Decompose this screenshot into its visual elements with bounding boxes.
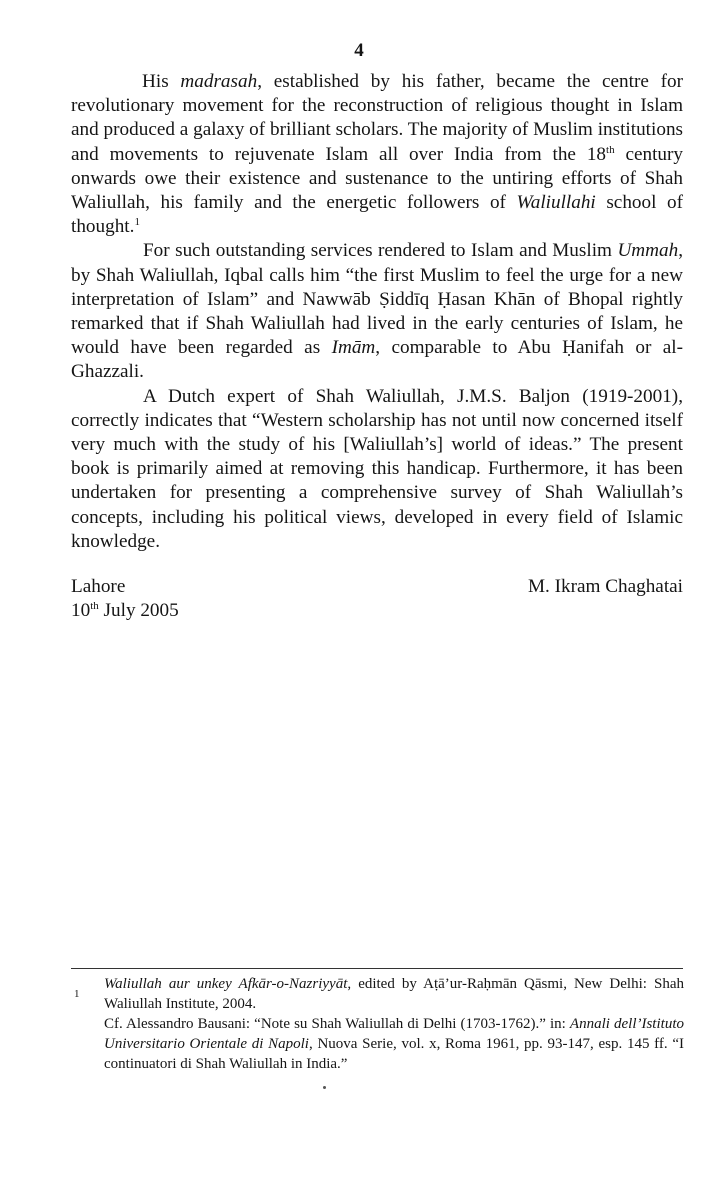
body-text [71,70,683,554]
superscript: 1 [134,216,140,229]
text-run: A Dutch expert of Shah Waliullah, J.M.S. Baljon (1919-2001), correctly indicates that “Western scholarship has not until now concerned itself very much with the study of his [Waliullah’s] world of ideas.” The present book is primarily aimed at removing this handicap. Furthermore, it has been undertaken for presenting a comprehensive survey of Shah Waliullah’s concepts, including his political views, developed in every field of Islamic knowledge. [71,385,683,552]
footnote [104,1014,684,1074]
signoff-author: M. Ikram Chaghatai [527,576,683,597]
signoff [71,575,683,623]
superscript: th [606,143,615,156]
text-run: , edited by Aṭā’ur-Raḥmān Qāsmi, New Delhi: Shah Waliullah Institute, 2004. [104,976,684,1012]
text-run: , Nuova Serie, vol. x, Roma 1961, pp. 93-147, esp. 145 ff. “I continuatori di Shah Waliullah in India.” [104,1036,685,1072]
footnotes [104,974,684,1074]
paragraph [71,239,683,384]
text-run: His [142,71,181,92]
italic-text: madrasah [180,71,258,92]
date-suffix: th [90,600,99,613]
text-run: , by Shah Waliullah, Iqbal calls him “the first Muslim to feel the urge for a new interpretation of Islam” and Nawwāb Ṣiddīq Ḥasan Khān of Bhopal rightly remarked that if Shah Waliullah had lived in the early centuries of Islam, he would have been regarded as [71,240,683,359]
text-run: century onwards owe their existence and sustenance to the untiring efforts of Shah Waliullah, his family and the energetic followers of [71,143,683,214]
text-run: school of thought. [71,192,683,238]
text-run: Cf. Alessandro Bausani: “Note su Shah Waliullah di Delhi (1703-1762).” in: [104,1016,570,1032]
italic-text: Annali dell’Istituto Universitario Orientale di Napoli [104,1016,684,1052]
italic-text: Ummah [617,240,679,262]
text-run: , established by his father, became the centre for revolutionary movement for the reconstruction of religious thought in Islam and produced a galaxy of brilliant scholars. The majority of Muslim institutions and movements to rejuvenate Islam all over India from the 18 [71,71,683,165]
footnote-marker: 1 [74,988,80,1000]
stray-dot [323,1086,326,1089]
signoff-date [71,599,683,623]
date-day: 10 [71,600,91,622]
footnote-divider [71,968,683,969]
page-number: 4 [354,40,364,61]
text-run: , comparable to Abu Ḥanifah or al-Ghazzali. [71,337,683,383]
italic-text: Waliullah aur unkey Afkār-o-Nazriyyāt [104,976,348,992]
footnote [104,974,684,1014]
paragraph [71,70,683,239]
paragraph [71,385,683,554]
text-run: For such outstanding services rendered to Islam and Muslim [143,240,618,262]
italic-text: Imām [331,337,376,359]
signoff-place: Lahore [71,576,126,597]
date-rest: July 2005 [98,600,179,622]
italic-text: Waliullahi [516,192,596,214]
